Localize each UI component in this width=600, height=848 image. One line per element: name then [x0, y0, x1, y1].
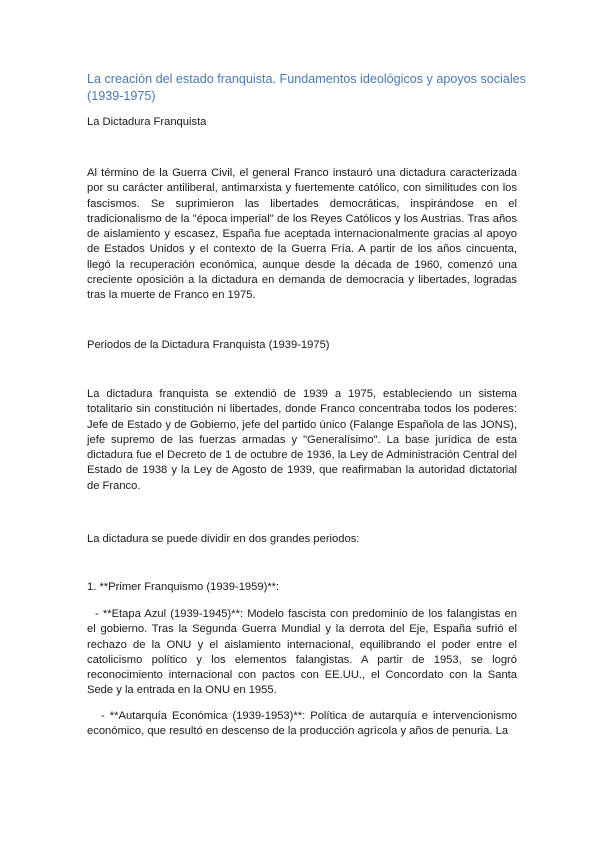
section-heading-periodos: Periodos de la Dictadura Franquista (1939-1975) — [87, 339, 330, 351]
section-heading-dictadura: La Dictadura Franquista — [87, 116, 207, 128]
list-item-primer-franquismo: 1. **Primer Franquismo (1939-1959)**: — [87, 581, 280, 593]
document-title: La creación del estado franquista. Fundamentos ideológicos y apoyos sociales (1939-1975) — [87, 72, 526, 103]
section-paragraph-dictadura: Al término de la Guerra Civil, el general Franco instauró una dictadura caracterizada por su carácter antiliberal, antimarxista y fuertemente católico, con similitudes con los fascismos. Se suprimieron las libertades democráticas, inspirándose en el tradicionalismo de la "época imperial" de los Reyes Católicos y los Austrias. Tras años de aislamiento y escasez, España fue aceptada internacionalmente gracias al apoyo de Estados Unidos y el contexto de la Guerra Fría. A partir de los años cincuenta, llegó la recuperación económica, aunque desde la década de 1960, comenzó una creciente oposición a la dictadura en demanda de democracia y libertades, logradas tras la muerte de Franco en 1975. — [87, 167, 517, 302]
section-paragraph-periodos: La dictadura franquista se extendió de 1939 a 1975, estableciendo un sistema totalitario sin constitución ni libertades, donde Franco concentraba todos los poderes: Jefe de Estado y de Gobierno, jefe del partido único (Falange Española de las JONS), jefe supremo de las fuerzas armadas y "Generalísimo". La base jurídica de esta dictadura fue el Decreto de 1 de octubre de 1936, la Ley de Administración Central del Estado de 1938 y la Ley de Agosto de 1939, que reafirmaban la autoridad dictatorial de Franco. — [87, 388, 517, 492]
sub-item-autarquia: - **Autarquía Económica (1939-1953)**: Política de autarquía e intervencionismo económico, que resultó en descenso de la producción agrícola y años de penuria. La — [87, 710, 517, 738]
sub-item-etapa-azul: - **Etapa Azul (1939-1945)**: Modelo fascista con predominio de los falangistas en el gobierno. Tras la Segunda Guerra Mundial y la derrota del Eje, España sufrió el rechazo de la ONU y el aislamiento internacional, equilibrando el poder entre el catolicismo político y los elementos falangistas. A partir de 1953, se logró reconocimiento internacional con pactos con EE.UU., el Concordato con la Santa Sede y la entrada en la ONU en 1955. — [87, 608, 517, 697]
periods-intro: La dictadura se puede dividir en dos grandes periodos: — [87, 533, 360, 545]
